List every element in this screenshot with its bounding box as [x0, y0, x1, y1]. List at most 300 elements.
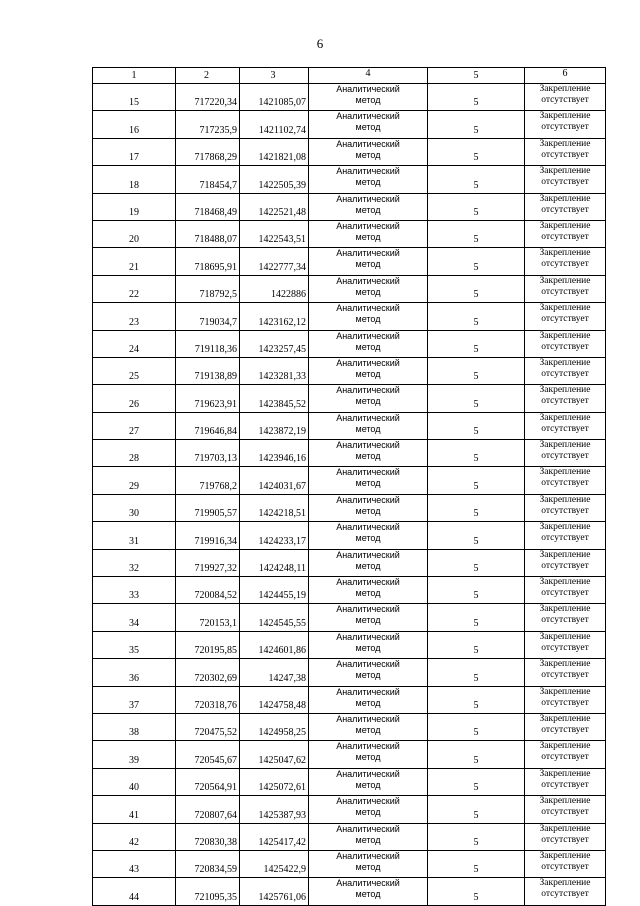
method-cell-text: Аналитический [336, 303, 400, 314]
fixing-cell-text: отсутствует [541, 889, 589, 900]
accuracy-cell-text: 5 [473, 782, 479, 794]
fixing-cell-text: отсутствует [541, 834, 589, 845]
method-cell-text: Аналитический [336, 84, 400, 94]
method-cell-text: метод [355, 724, 381, 735]
fixing-cell [525, 604, 606, 631]
accuracy-cell [428, 166, 525, 193]
y-coordinate-cell-text: 1424218,51 [258, 508, 306, 520]
x-coordinate-cell [176, 741, 240, 768]
fixing-cell-text: Закрепление [539, 166, 591, 177]
y-coordinate-cell-text: 1424545,55 [258, 617, 306, 629]
row-number-cell-text: 15 [129, 97, 139, 109]
fixing-cell [525, 467, 606, 494]
row-number-cell-text: 25 [129, 371, 139, 383]
method-cell-text: метод [355, 286, 381, 297]
method-cell-text: метод [355, 642, 381, 653]
fixing-cell-text: отсутствует [541, 204, 589, 215]
fixing-cell-text: Закрепление [539, 850, 591, 861]
y-coordinate-cell [240, 248, 309, 275]
fixing-cell [525, 686, 606, 713]
accuracy-cell-text: 5 [473, 179, 479, 191]
method-cell-text: метод [355, 149, 381, 160]
x-coordinate-cell-text: 720195,85 [194, 645, 237, 657]
x-coordinate-cell [176, 522, 240, 549]
fixing-cell-text: Закрепление [539, 494, 591, 505]
y-coordinate-cell-text: 1423257,45 [258, 343, 306, 355]
fixing-cell [525, 878, 606, 905]
method-cell-text: метод [355, 122, 381, 133]
row-number-cell [93, 84, 176, 111]
fixing-cell-text: Закрепление [539, 467, 591, 478]
y-coordinate-cell-text: 1421821,08 [258, 152, 306, 164]
table-row [93, 275, 606, 302]
method-cell-text: Аналитический [336, 330, 400, 341]
row-number-cell-text: 31 [129, 535, 139, 547]
x-coordinate-cell-text: 719703,13 [194, 453, 237, 465]
method-cell [309, 878, 428, 905]
x-coordinate-cell-text: 717868,29 [194, 152, 237, 164]
method-cell [309, 631, 428, 658]
accuracy-cell [428, 631, 525, 658]
accuracy-cell [428, 248, 525, 275]
y-coordinate-cell-text: 1423872,19 [258, 426, 306, 438]
accuracy-cell-text: 5 [473, 535, 479, 547]
fixing-cell-text: отсутствует [541, 670, 589, 681]
method-cell-text: Аналитический [336, 357, 400, 368]
page-number: 6 [316, 36, 324, 51]
x-coordinate-cell [176, 412, 240, 439]
fixing-cell [525, 330, 606, 357]
table-row [93, 686, 606, 713]
accuracy-cell-text: 5 [473, 480, 479, 492]
method-cell-text: Аналитический [336, 111, 400, 122]
method-cell [309, 193, 428, 220]
row-number-cell [93, 412, 176, 439]
y-coordinate-cell-text: 1424455,19 [258, 590, 306, 602]
fixing-cell-text: Закрепление [539, 659, 591, 670]
table-row [93, 823, 606, 850]
method-cell-text: метод [355, 368, 381, 379]
method-cell [309, 577, 428, 604]
table-row [93, 741, 606, 768]
x-coordinate-cell [176, 631, 240, 658]
method-cell-text: метод [355, 231, 381, 242]
x-coordinate-cell [176, 138, 240, 165]
x-coordinate-cell [176, 659, 240, 686]
x-coordinate-cell [176, 111, 240, 138]
accuracy-cell [428, 138, 525, 165]
row-number-cell [93, 330, 176, 357]
method-cell [309, 604, 428, 631]
table-row [93, 248, 606, 275]
fixing-cell-text: отсутствует [541, 177, 589, 188]
table-row [93, 111, 606, 138]
method-cell-text: метод [355, 204, 381, 215]
fixing-cell-text: Закрепление [539, 577, 591, 588]
row-number-cell-text: 19 [129, 206, 139, 218]
method-cell [309, 741, 428, 768]
accuracy-cell [428, 412, 525, 439]
accuracy-cell [428, 193, 525, 220]
method-cell [309, 412, 428, 439]
method-cell-text: метод [355, 95, 381, 105]
method-cell [309, 303, 428, 330]
y-coordinate-cell [240, 549, 309, 576]
y-coordinate-cell [240, 686, 309, 713]
row-number-cell-text: 30 [129, 508, 139, 520]
row-number-cell [93, 713, 176, 740]
row-number-cell-text: 21 [129, 261, 139, 273]
fixing-cell [525, 850, 606, 877]
fixing-cell-text: отсутствует [541, 807, 589, 818]
method-cell-text: Аналитический [336, 796, 400, 807]
x-coordinate-cell-text: 719138,89 [194, 371, 237, 383]
x-coordinate-cell [176, 220, 240, 247]
y-coordinate-cell [240, 604, 309, 631]
accuracy-cell [428, 686, 525, 713]
method-cell-text: Аналитический [336, 248, 400, 259]
row-number-cell-text: 37 [129, 699, 139, 711]
row-number-cell [93, 166, 176, 193]
y-coordinate-cell-text: 1424958,25 [258, 727, 306, 739]
y-coordinate-cell [240, 713, 309, 740]
x-coordinate-cell-text: 720834,59 [194, 864, 237, 876]
table-row [93, 385, 606, 412]
method-cell-text: Аналитический [336, 878, 400, 889]
y-coordinate-cell [240, 494, 309, 521]
row-number-cell-text: 18 [129, 179, 139, 191]
fixing-cell [525, 193, 606, 220]
accuracy-cell-text: 5 [473, 453, 479, 465]
method-cell [309, 796, 428, 823]
x-coordinate-cell-text: 719118,36 [194, 343, 237, 355]
accuracy-cell-text: 5 [473, 645, 479, 657]
method-cell-text: Аналитический [336, 659, 400, 670]
method-cell-text: Аналитический [336, 768, 400, 779]
accuracy-cell [428, 659, 525, 686]
y-coordinate-cell [240, 659, 309, 686]
x-coordinate-cell [176, 768, 240, 795]
fixing-cell-text: Закрепление [539, 823, 591, 834]
method-cell [309, 84, 428, 111]
fixing-cell-text: отсутствует [541, 396, 589, 407]
fixing-cell-text: отсутствует [541, 478, 589, 489]
x-coordinate-cell-text: 718488,07 [194, 234, 237, 246]
y-coordinate-cell [240, 522, 309, 549]
method-cell-text: Аналитический [336, 193, 400, 204]
accuracy-cell-text: 5 [473, 864, 479, 876]
y-coordinate-cell-text: 1421102,74 [258, 124, 306, 136]
y-coordinate-cell [240, 631, 309, 658]
accuracy-cell [428, 549, 525, 576]
fixing-cell-text: отсутствует [541, 122, 589, 133]
fixing-cell [525, 166, 606, 193]
row-number-cell-text: 29 [129, 480, 139, 492]
method-cell-text: метод [355, 697, 381, 708]
accuracy-cell [428, 494, 525, 521]
fixing-cell [525, 385, 606, 412]
y-coordinate-cell-text: 1425417,42 [258, 836, 306, 848]
y-coordinate-cell-text: 1422777,34 [258, 261, 306, 273]
accuracy-cell [428, 357, 525, 384]
fixing-cell-text: отсутствует [541, 149, 589, 160]
method-cell-text: метод [355, 670, 381, 681]
table-row [93, 220, 606, 247]
header-cell-2: 2 [176, 68, 240, 84]
y-coordinate-cell-text: 1421085,07 [258, 97, 306, 109]
x-coordinate-cell-text: 718695,91 [194, 261, 237, 273]
accuracy-cell-text: 5 [473, 261, 479, 273]
y-coordinate-cell [240, 330, 309, 357]
fixing-cell-text: Закрепление [539, 275, 591, 286]
fixing-cell [525, 549, 606, 576]
method-cell-text: метод [355, 889, 381, 900]
fixing-cell-text: отсутствует [541, 314, 589, 325]
accuracy-cell-text: 5 [473, 234, 479, 246]
row-number-cell-text: 36 [129, 672, 139, 684]
x-coordinate-cell [176, 577, 240, 604]
fixing-cell-text: отсутствует [541, 779, 589, 790]
method-cell-text: метод [355, 807, 381, 818]
y-coordinate-cell-text: 14247,38 [268, 672, 306, 684]
table-row [93, 549, 606, 576]
y-coordinate-cell [240, 357, 309, 384]
row-number-cell-text: 34 [129, 617, 139, 629]
y-coordinate-cell-text: 1424031,67 [258, 480, 306, 492]
y-coordinate-cell [240, 823, 309, 850]
x-coordinate-cell-text: 718792,5 [199, 289, 237, 301]
y-coordinate-cell [240, 768, 309, 795]
fixing-cell-text: Закрепление [539, 878, 591, 889]
accuracy-cell-text: 5 [473, 97, 479, 109]
accuracy-cell [428, 84, 525, 111]
x-coordinate-cell-text: 718454,7 [199, 179, 237, 191]
method-cell [309, 686, 428, 713]
x-coordinate-cell [176, 686, 240, 713]
method-cell [309, 768, 428, 795]
fixing-cell-text: Закрепление [539, 713, 591, 724]
row-number-cell [93, 111, 176, 138]
fixing-cell [525, 84, 606, 111]
method-cell [309, 220, 428, 247]
method-cell [309, 549, 428, 576]
fixing-cell [525, 823, 606, 850]
y-coordinate-cell [240, 796, 309, 823]
fixing-cell [525, 796, 606, 823]
fixing-cell [525, 659, 606, 686]
accuracy-cell [428, 878, 525, 905]
row-number-cell-text: 22 [129, 289, 139, 301]
accuracy-cell [428, 604, 525, 631]
x-coordinate-cell-text: 719905,57 [194, 508, 237, 520]
fixing-cell-text: Закрепление [539, 412, 591, 423]
fixing-cell [525, 248, 606, 275]
fixing-cell-text: Закрепление [539, 385, 591, 396]
accuracy-cell-text: 5 [473, 590, 479, 602]
fixing-cell-text: Закрепление [539, 193, 591, 204]
table-row [93, 412, 606, 439]
fixing-cell-text: Закрепление [539, 604, 591, 615]
y-coordinate-cell [240, 385, 309, 412]
x-coordinate-cell-text: 720318,76 [194, 699, 237, 711]
fixing-cell-text: Закрепление [539, 549, 591, 560]
method-cell-text: Аналитический [336, 741, 400, 752]
y-coordinate-cell [240, 440, 309, 467]
method-cell [309, 522, 428, 549]
fixing-cell [525, 768, 606, 795]
row-number-cell-text: 33 [129, 590, 139, 602]
y-coordinate-cell [240, 111, 309, 138]
method-cell [309, 138, 428, 165]
method-cell-text: метод [355, 588, 381, 599]
accuracy-cell [428, 330, 525, 357]
table-row [93, 604, 606, 631]
row-number-cell-text: 39 [129, 754, 139, 766]
table-row [93, 84, 606, 111]
accuracy-cell [428, 713, 525, 740]
accuracy-cell-text: 5 [473, 617, 479, 629]
row-number-cell-text: 24 [129, 343, 139, 355]
method-cell-text: метод [355, 834, 381, 845]
method-cell-text: метод [355, 779, 381, 790]
fixing-cell-text: Закрепление [539, 440, 591, 451]
method-cell-text: Аналитический [336, 823, 400, 834]
method-cell-text: метод [355, 341, 381, 352]
method-cell-text: метод [355, 861, 381, 872]
table-row [93, 494, 606, 521]
row-number-cell-text: 42 [129, 836, 139, 848]
method-cell-text: Аналитический [336, 604, 400, 615]
x-coordinate-cell-text: 719768,2 [199, 480, 237, 492]
header-cell-3: 3 [240, 68, 309, 84]
fixing-cell-text: отсутствует [541, 588, 589, 599]
method-cell [309, 385, 428, 412]
table-row [93, 631, 606, 658]
method-cell [309, 494, 428, 521]
y-coordinate-cell [240, 878, 309, 905]
method-cell-text: метод [355, 259, 381, 270]
table-row [93, 850, 606, 877]
row-number-cell [93, 604, 176, 631]
method-cell-text: Аналитический [336, 220, 400, 231]
y-coordinate-cell [240, 412, 309, 439]
method-cell-text: Аналитический [336, 686, 400, 697]
fixing-cell [525, 303, 606, 330]
fixing-cell-text: Закрепление [539, 303, 591, 314]
x-coordinate-cell [176, 494, 240, 521]
table-body [93, 84, 606, 906]
accuracy-cell [428, 741, 525, 768]
accuracy-cell [428, 220, 525, 247]
table-row [93, 166, 606, 193]
method-cell [309, 850, 428, 877]
method-cell [309, 275, 428, 302]
method-cell-text: метод [355, 314, 381, 325]
x-coordinate-cell [176, 467, 240, 494]
x-coordinate-cell [176, 193, 240, 220]
method-cell-text: Аналитический [336, 494, 400, 505]
y-coordinate-cell-text: 1425387,93 [258, 809, 306, 821]
fixing-cell-text: отсутствует [541, 231, 589, 242]
y-coordinate-cell-text: 1424248,11 [258, 563, 306, 575]
accuracy-cell-text: 5 [473, 508, 479, 520]
method-cell [309, 330, 428, 357]
row-number-cell [93, 494, 176, 521]
fixing-cell-text: Закрепление [539, 357, 591, 368]
method-cell-text: Аналитический [336, 440, 400, 451]
accuracy-cell [428, 796, 525, 823]
method-cell-text: метод [355, 505, 381, 516]
y-coordinate-cell-text: 1425422,9 [263, 864, 306, 876]
table-row [93, 522, 606, 549]
fixing-cell [525, 741, 606, 768]
header-cell-5: 5 [428, 68, 525, 84]
row-number-cell-text: 26 [129, 398, 139, 410]
x-coordinate-cell-text: 720475,52 [194, 727, 237, 739]
method-cell [309, 166, 428, 193]
table-row [93, 330, 606, 357]
accuracy-cell [428, 303, 525, 330]
fixing-cell-text: отсутствует [541, 286, 589, 297]
fixing-cell-text: отсутствует [541, 724, 589, 735]
table-row [93, 138, 606, 165]
accuracy-cell-text: 5 [473, 809, 479, 821]
row-number-cell-text: 41 [129, 809, 139, 821]
x-coordinate-cell-text: 720545,67 [194, 754, 237, 766]
fixing-cell-text: Закрепление [539, 248, 591, 259]
fixing-cell [525, 138, 606, 165]
row-number-cell [93, 385, 176, 412]
x-coordinate-cell-text: 720084,52 [194, 590, 237, 602]
fixing-cell-text: отсутствует [541, 861, 589, 872]
row-number-cell-text: 43 [129, 864, 139, 876]
table-row [93, 467, 606, 494]
table-row [93, 357, 606, 384]
table-header [93, 68, 606, 84]
y-coordinate-cell-text: 1423281,33 [258, 371, 306, 383]
fixing-cell-text: отсутствует [541, 259, 589, 270]
fixing-cell [525, 440, 606, 467]
fixing-cell-text: отсутствует [541, 451, 589, 462]
method-cell-text: Аналитический [336, 275, 400, 286]
fixing-cell-text: Закрепление [539, 84, 591, 94]
accuracy-cell [428, 823, 525, 850]
x-coordinate-cell-text: 719034,7 [199, 316, 237, 328]
method-cell-text: метод [355, 451, 381, 462]
fixing-cell-text: отсутствует [541, 533, 589, 544]
accuracy-cell-text: 5 [473, 727, 479, 739]
x-coordinate-cell-text: 717220,34 [194, 97, 237, 109]
y-coordinate-cell [240, 850, 309, 877]
row-number-cell [93, 549, 176, 576]
fixing-cell-text: Закрепление [539, 330, 591, 341]
accuracy-cell-text: 5 [473, 398, 479, 410]
fixing-cell [525, 577, 606, 604]
fixing-cell [525, 494, 606, 521]
x-coordinate-cell-text: 719916,34 [194, 535, 237, 547]
fixing-cell [525, 220, 606, 247]
row-number-cell-text: 17 [129, 152, 139, 164]
fixing-cell-text: Закрепление [539, 768, 591, 779]
x-coordinate-cell [176, 248, 240, 275]
y-coordinate-cell [240, 741, 309, 768]
table-row [93, 878, 606, 905]
y-coordinate-cell-text: 1425047,62 [258, 754, 306, 766]
x-coordinate-cell-text: 720302,69 [194, 672, 237, 684]
row-number-cell [93, 796, 176, 823]
table-row [93, 303, 606, 330]
method-cell-text: Аналитический [336, 577, 400, 588]
